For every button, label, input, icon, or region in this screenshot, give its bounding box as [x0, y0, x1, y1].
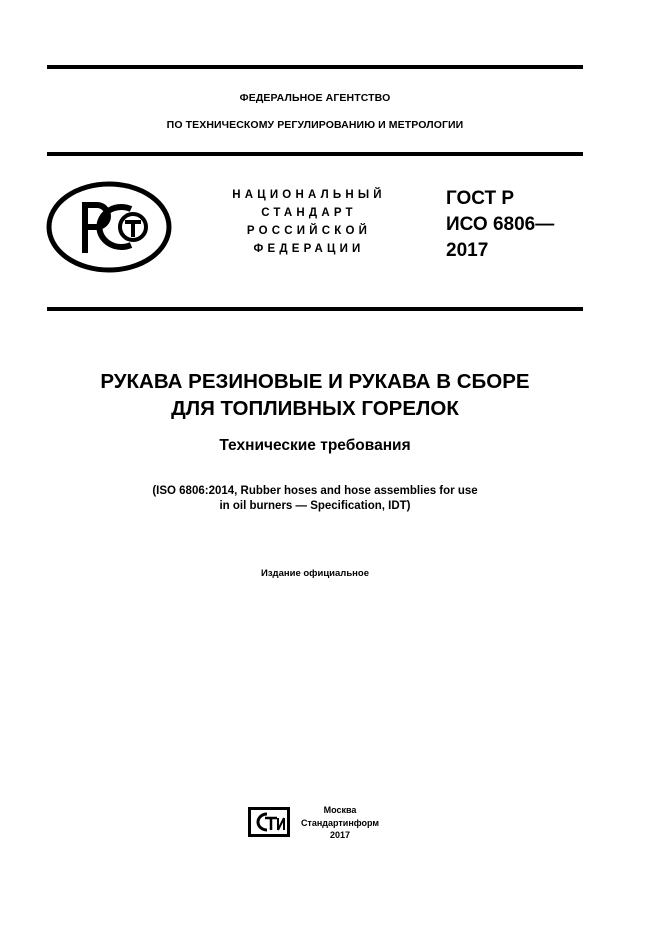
header-rule: [47, 152, 583, 156]
national-line-3: РОССИЙСКОЙ: [246, 225, 372, 237]
document-title: [47, 368, 583, 422]
national-line-4: ФЕДЕРАЦИИ: [253, 243, 365, 255]
title-line-1: РУКАВА РЕЗИНОВЫЕ И РУКАВА В СБОРЕ: [100, 370, 530, 393]
gost-line-1: ГОСТ Р: [446, 188, 515, 209]
publisher-year: 2017: [329, 830, 351, 840]
iso-line-1: (ISO 6806:2014, Rubber hoses and hose assemblies for use: [152, 485, 478, 497]
block-rule: [47, 307, 583, 311]
publisher-name: Стандартинформ: [300, 817, 380, 828]
national-line-2: СТАНДАРТ: [261, 207, 357, 219]
publisher-info: [290, 804, 390, 842]
top-rule: [47, 65, 583, 69]
standartinform-logo-icon: [247, 806, 291, 838]
gost-designation: [446, 186, 554, 264]
agency-line-2: ПО ТЕХНИЧЕСКОМУ РЕГУЛИРОВАНИЮ И МЕТРОЛОГИИ: [166, 119, 464, 131]
publisher-city: Москва: [323, 805, 357, 815]
rst-certification-logo-icon: [45, 179, 173, 275]
edition-label: Издание официальное: [261, 568, 369, 579]
gost-line-2: ИСО 6806—: [446, 214, 555, 235]
title-line-2: ДЛЯ ТОПЛИВНЫХ ГОРЕЛОК: [171, 397, 459, 420]
iso-reference: [47, 484, 583, 514]
national-standard-label: [214, 186, 404, 258]
gost-line-3: 2017: [446, 240, 489, 261]
national-line-1: НАЦИОНАЛЬНЫЙ: [232, 189, 386, 201]
iso-line-2: in oil burners — Specification, IDT): [219, 500, 411, 512]
agency-line-1: ФЕДЕРАЛЬНОЕ АГЕНТСТВО: [239, 92, 391, 104]
document-subtitle: Технические требования: [219, 437, 411, 454]
